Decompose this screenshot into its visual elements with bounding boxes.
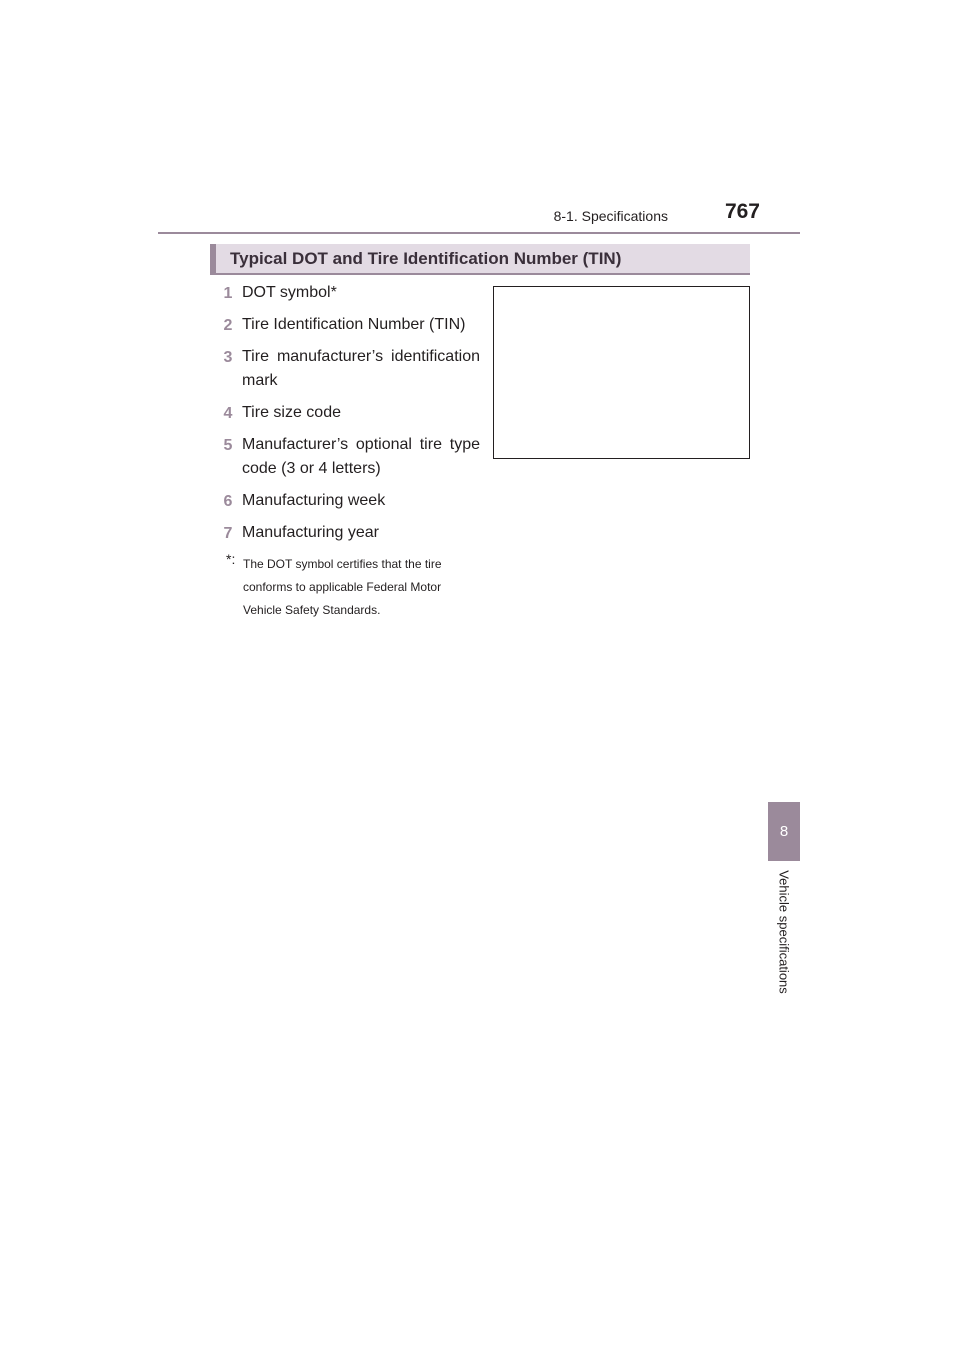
header-rule [158, 232, 800, 234]
list-item-number: 3 [223, 349, 233, 366]
list-item-text: DOT symbol* [242, 284, 337, 301]
tire-illustration-frame [493, 286, 750, 459]
section-heading: Typical DOT and Tire Identification Number (TIN) [230, 249, 622, 268]
footnote-mark: *: [226, 551, 236, 567]
section-name: 8-1. Specifications [553, 208, 668, 224]
list-item-number: 5 [223, 437, 233, 454]
list-item-text: Tire Identification Number (TIN) [242, 316, 466, 333]
list-item-number: 4 [223, 405, 233, 422]
list-item-text: Manufacturing week [242, 492, 386, 509]
list-item-text: Manufacturing year [242, 524, 379, 541]
list-item-number: 7 [223, 525, 233, 542]
list-item-text: Tire manufacturer’s identification mark [242, 348, 480, 389]
section-heading-box [210, 244, 750, 275]
list-item-number: 6 [223, 493, 233, 510]
page-number: 767 [724, 200, 760, 223]
list-item-text: Manufacturer’s optional tire type code (3 or 4 letters) [242, 436, 480, 477]
chapter-title: Vehicle specifications [776, 870, 792, 994]
chapter-number: 8 [779, 823, 789, 840]
footnote-text: The DOT symbol certifies that the tire conforms to applicable Federal Motor Vehicle Safety Standards. [243, 557, 442, 617]
list-item-number: 2 [223, 317, 233, 334]
list-item-text: Tire size code [242, 404, 341, 421]
chapter-tab [768, 802, 800, 861]
list-item-number: 1 [223, 285, 233, 302]
